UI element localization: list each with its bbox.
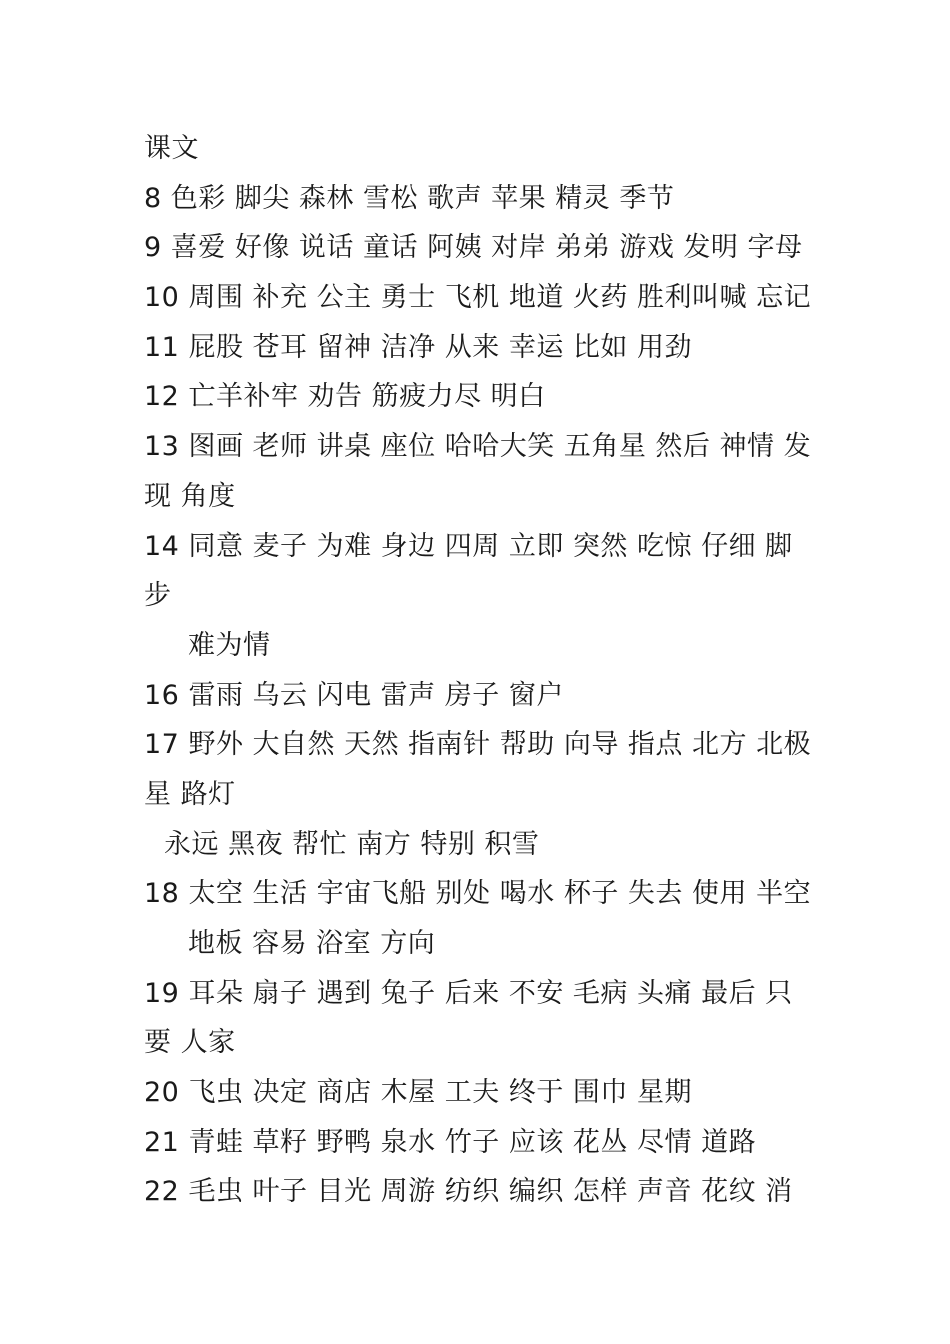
text-line: 永远 黑夜 帮忙 南方 特别 积雪 [164, 828, 540, 860]
text-line: 步 [144, 580, 172, 612]
text-line: 要 人家 [144, 1027, 236, 1059]
text-line: 21 青蛙 草籽 野鸭 泉水 竹子 应该 花丛 尽情 道路 [144, 1126, 757, 1158]
text-line: 10 周围 补充 公主 勇士 飞机 地道 火药 胜利叫喊 忘记 [144, 282, 812, 314]
vocabulary-text [144, 124, 814, 1217]
text-line: 9 喜爱 好像 说话 童话 阿姨 对岸 弟弟 游戏 发明 字母 [144, 232, 803, 264]
section-heading: 课文 [144, 133, 199, 164]
text-line: 地板 容易 浴室 方向 [188, 928, 436, 959]
text-line: 19 耳朵 扇子 遇到 兔子 后来 不安 毛病 头痛 最后 只 [144, 977, 793, 1009]
text-line: 现 角度 [144, 480, 236, 512]
text-line: 8 色彩 脚尖 森林 雪松 歌声 苹果 精灵 季节 [144, 182, 675, 214]
text-line: 16 雷雨 乌云 闪电 雷声 房子 窗户 [144, 679, 564, 711]
text-line: 星 路灯 [144, 778, 236, 810]
text-line: 13 图画 老师 讲桌 座位 哈哈大笑 五角星 然后 神情 发 [144, 431, 812, 463]
text-line: 18 太空 生活 宇宙飞船 别处 喝水 杯子 失去 使用 半空 [144, 878, 812, 910]
text-line: 11 屁股 苍耳 留神 洁净 从来 幸运 比如 用劲 [144, 331, 693, 363]
text-line: 12 亡羊补牢 劝告 筋疲力尽 明白 [144, 381, 546, 413]
text-line: 17 野外 大自然 天然 指南针 帮助 向导 指点 北方 北极 [144, 729, 812, 761]
text-line: 14 同意 麦子 为难 身边 四周 立即 突然 吃惊 仔细 脚 [144, 530, 793, 562]
text-line: 22 毛虫 叶子 目光 周游 纺织 编织 怎样 声音 花纹 消 [144, 1176, 793, 1208]
text-line: 难为情 [188, 629, 271, 661]
text-line: 20 飞虫 决定 商店 木屋 工夫 终于 围巾 星期 [144, 1077, 693, 1109]
